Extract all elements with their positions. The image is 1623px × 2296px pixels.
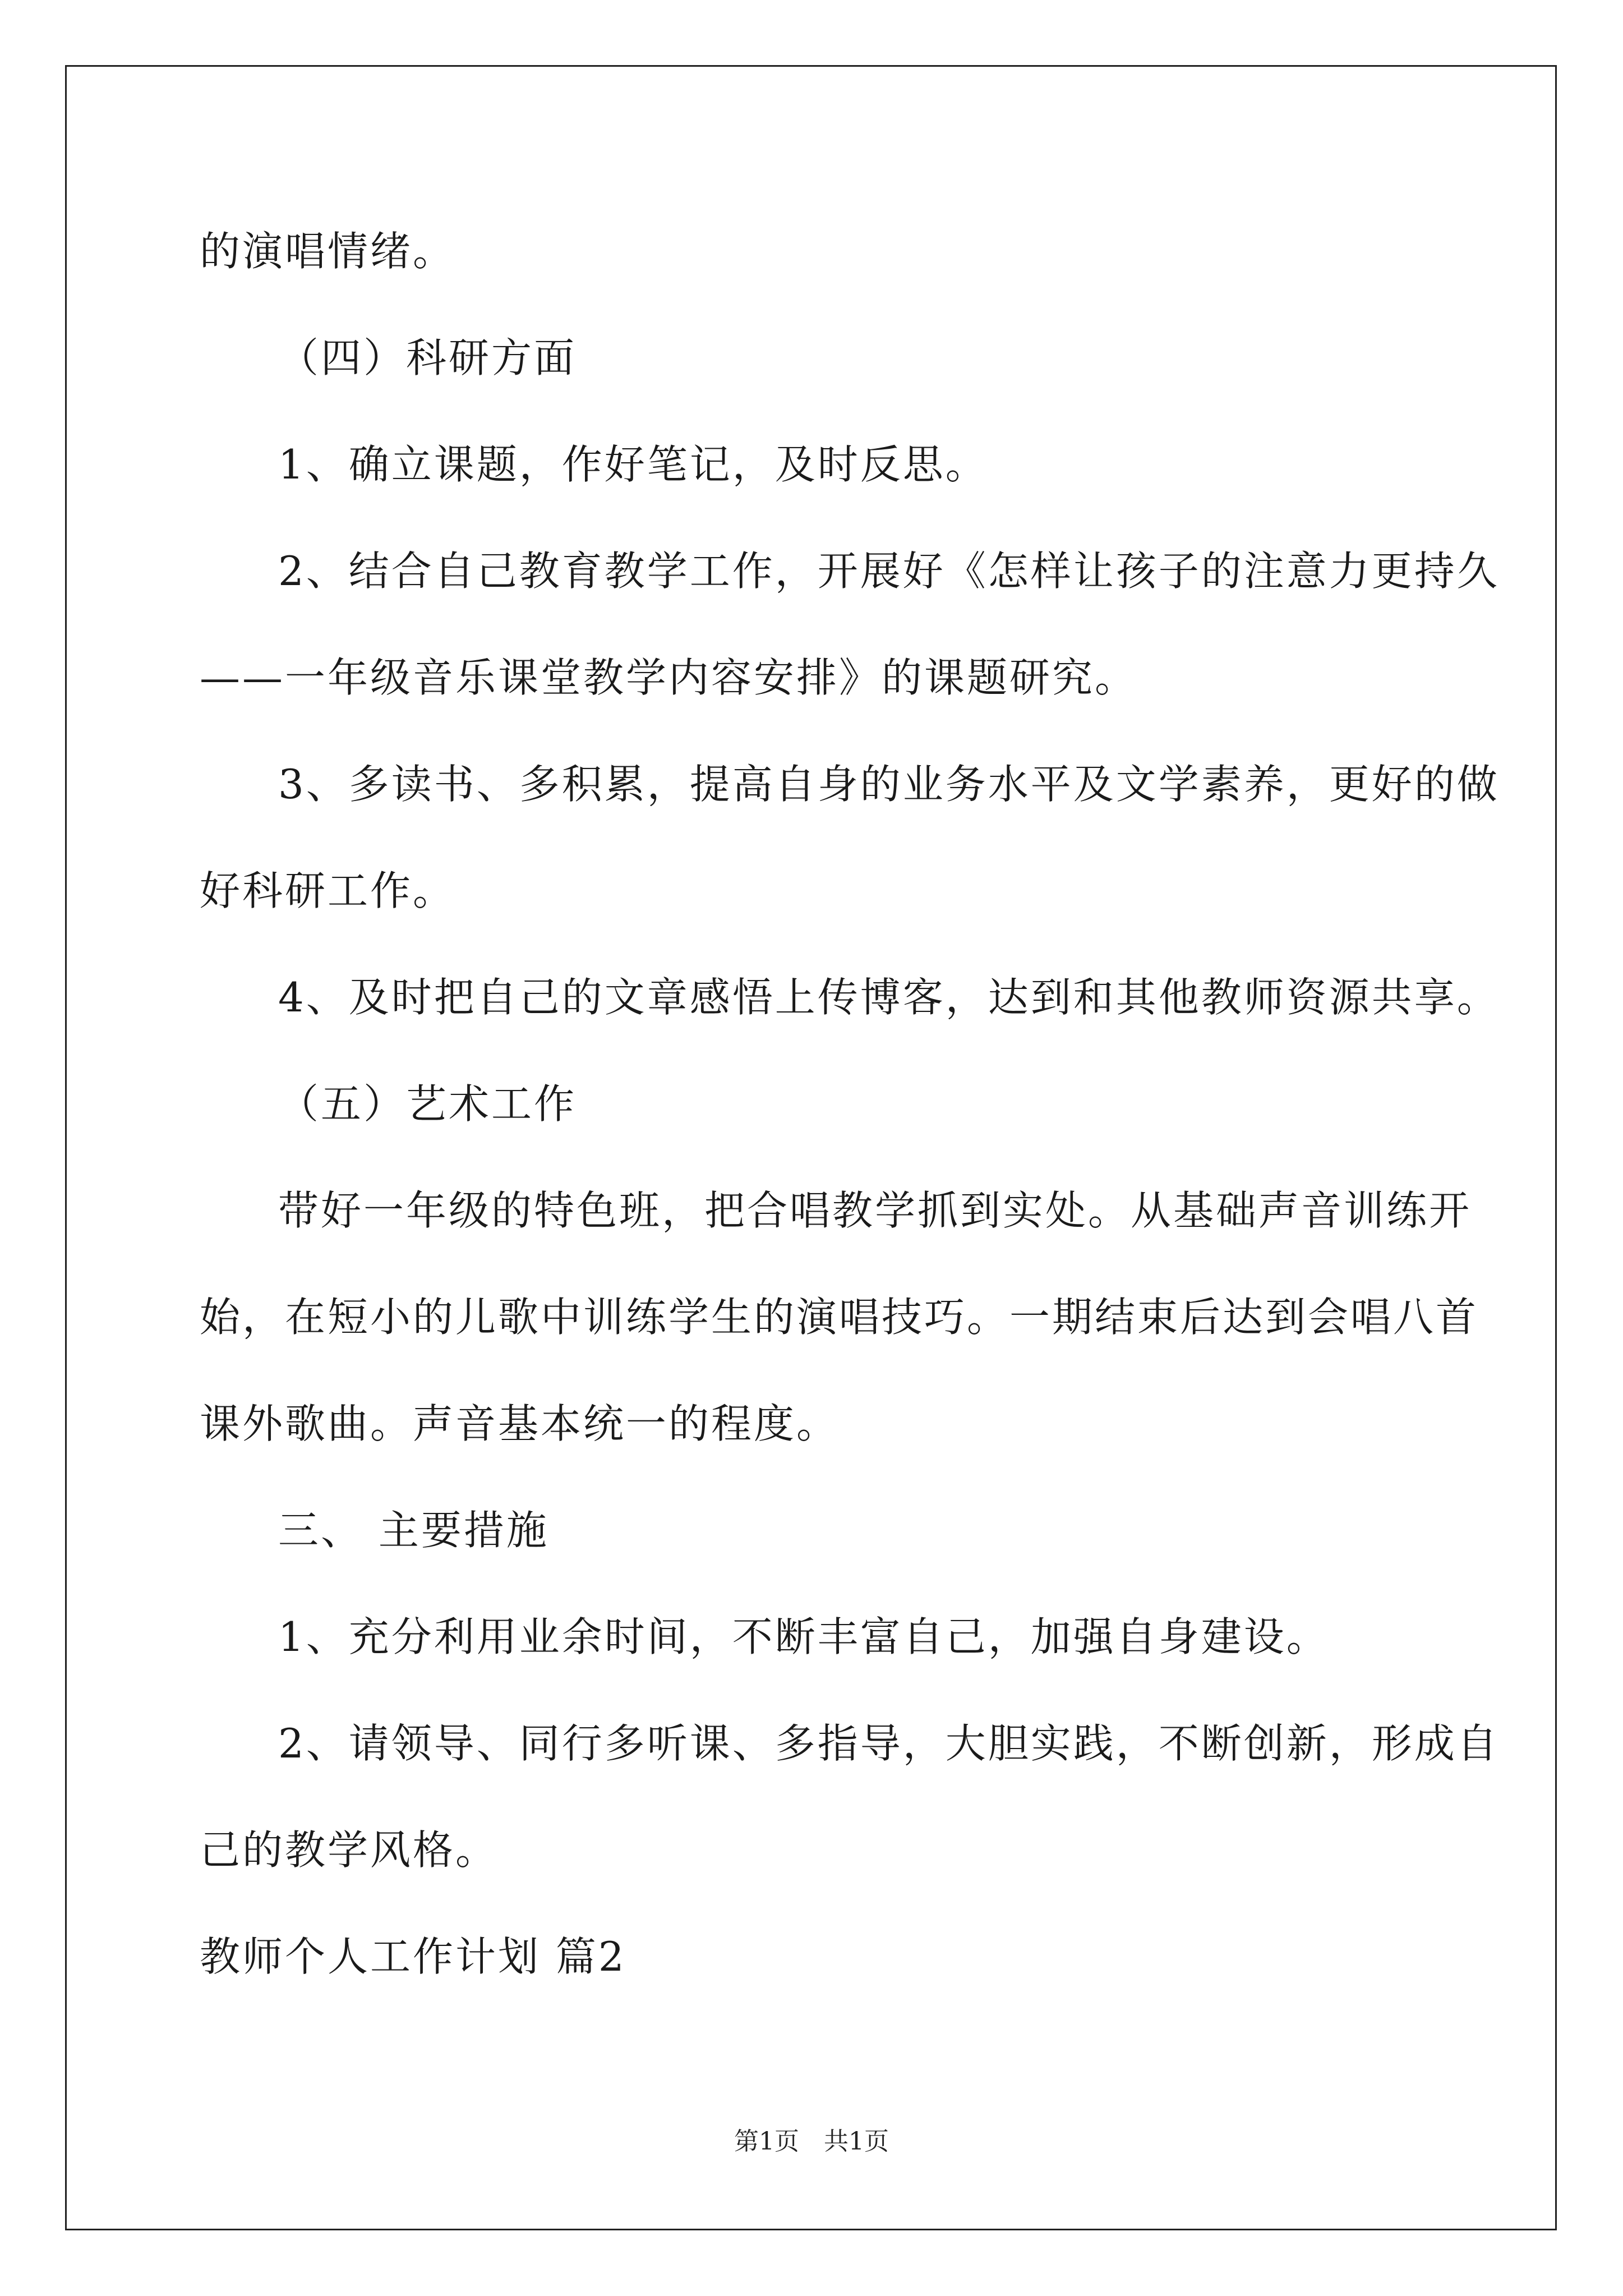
section-heading: （四）科研方面 bbox=[278, 334, 577, 381]
paragraph-line: 好科研工作。 bbox=[200, 867, 456, 914]
paragraph-line: 己的教学风格。 bbox=[200, 1826, 499, 1874]
paragraph-line: ——一年级音乐课堂教学内容安排》的课题研究。 bbox=[200, 654, 1138, 701]
list-item: 2、结合自己教育教学工作，开展好《怎样让孩子的注意力更持久 bbox=[278, 547, 1500, 595]
page-border bbox=[65, 65, 1557, 2230]
list-item: 1、确立课题，作好笔记，及时反思。 bbox=[278, 441, 988, 488]
section-heading: （五）艺术工作 bbox=[278, 1080, 577, 1128]
page-footer: 第1页 共1页 bbox=[734, 2127, 889, 2156]
list-item: 1、充分利用业余时间，不断丰富自己，加强自身建设。 bbox=[278, 1613, 1329, 1660]
paragraph-line: 带好一年级的特色班，把合唱教学抓到实处。从基础声音训练开 bbox=[278, 1187, 1472, 1234]
section-heading: 三、 主要措施 bbox=[278, 1507, 549, 1554]
list-item: 3、多读书、多积累，提高自身的业务水平及文学素养，更好的做 bbox=[278, 761, 1500, 808]
paragraph-line: 的演唱情绪。 bbox=[200, 228, 456, 275]
list-item: 4、及时把自己的文章感悟上传博客，达到和其他教师资源共享。 bbox=[278, 974, 1500, 1021]
paragraph-line: 始，在短小的儿歌中训练学生的演唱技巧。一期结束后达到会唱八首 bbox=[200, 1294, 1479, 1341]
paragraph-line: 课外歌曲。声音基本统一的程度。 bbox=[200, 1400, 840, 1447]
article-title: 教师个人工作计划 篇2 bbox=[200, 1933, 626, 1980]
list-item: 2、请领导、同行多听课、多指导，大胆实践，不断创新，形成自 bbox=[278, 1720, 1500, 1767]
